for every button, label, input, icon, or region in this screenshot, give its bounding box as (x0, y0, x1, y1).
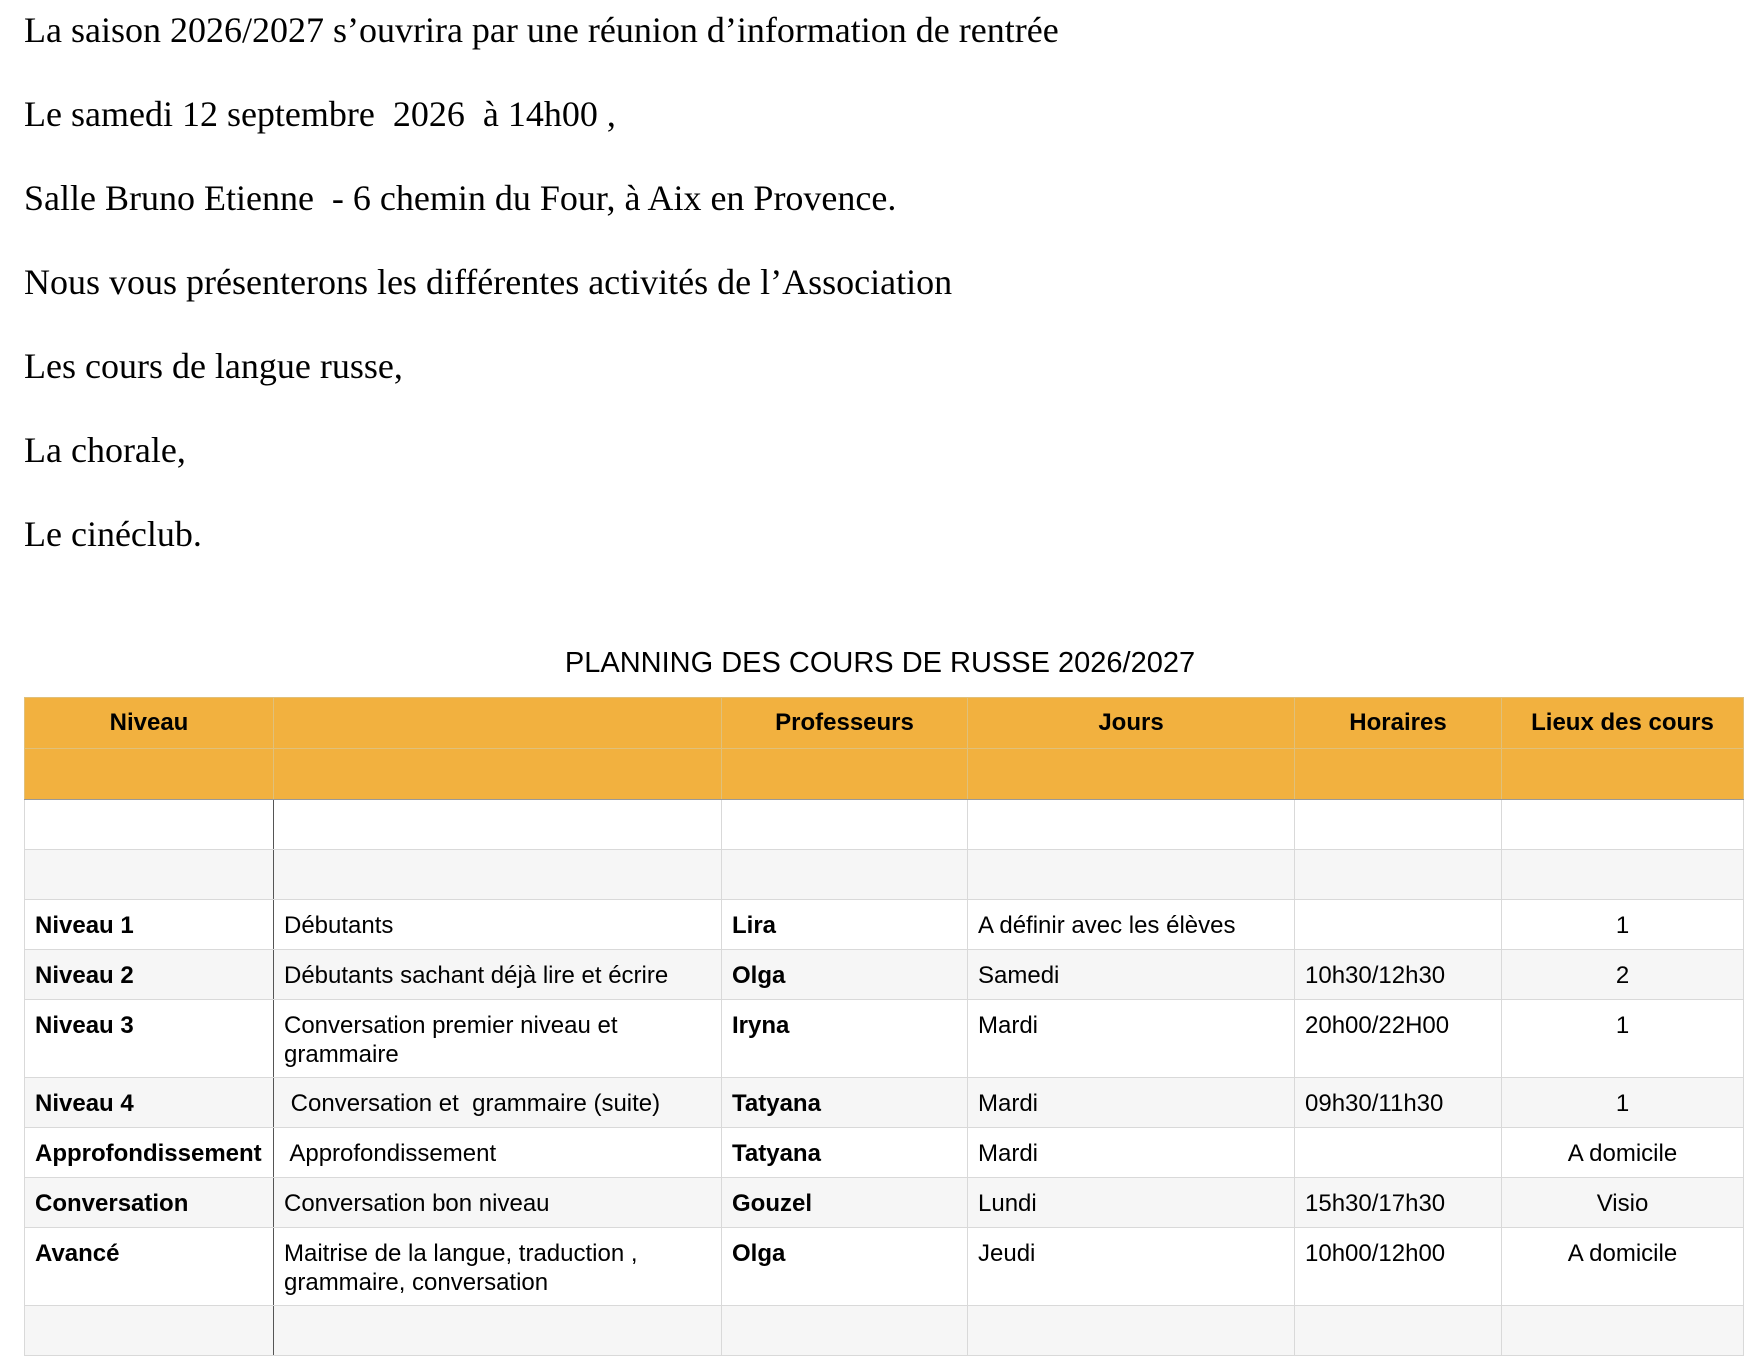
cell-day: Samedi (968, 950, 1295, 1000)
header-professeurs: Professeurs (722, 698, 968, 749)
table-blank-row (25, 1306, 1744, 1356)
cell-day: Mardi (968, 1078, 1295, 1128)
planning-title: PLANNING DES COURS DE RUSSE 2026/2027 (564, 647, 1196, 679)
header-horaires: Horaires (1295, 698, 1502, 749)
table-row (25, 1000, 1744, 1078)
cell-level: Avancé (25, 1228, 274, 1306)
cell-description: Conversation premier niveau et grammaire (274, 1000, 722, 1078)
intro-line-activities: Nous vous présenterons les différentes activités de l’Association (24, 262, 953, 302)
cell-place: A domicile (1502, 1228, 1744, 1306)
cell-place: 1 (1502, 1000, 1744, 1078)
cell-day: Mardi (968, 1128, 1295, 1178)
cell-description: Conversation et grammaire (suite) (274, 1078, 722, 1128)
table-blank-row (25, 850, 1744, 900)
table-row (25, 1128, 1744, 1178)
cell-place: 1 (1502, 1078, 1744, 1128)
cell-hours: 10h00/12h00 (1295, 1228, 1502, 1306)
cell-place: Visio (1502, 1178, 1744, 1228)
cell-hours: 09h30/11h30 (1295, 1078, 1502, 1128)
table-header-subrow (25, 749, 1744, 800)
cell-hours (1295, 1128, 1502, 1178)
cell-level: Conversation (25, 1178, 274, 1228)
cell-teacher: Tatyana (722, 1078, 968, 1128)
cell-teacher: Iryna (722, 1000, 968, 1078)
cell-description: Maitrise de la langue, traduction , grammaire, conversation (274, 1228, 722, 1306)
cell-day: A définir avec les élèves (968, 900, 1295, 950)
table-row (25, 950, 1744, 1000)
cell-day: Mardi (968, 1000, 1295, 1078)
intro-line-season: La saison 2026/2027 s’ouvrira par une réunion d’information de rentrée (24, 10, 1059, 50)
cell-teacher: Tatyana (722, 1128, 968, 1178)
header-jours: Jours (968, 698, 1295, 749)
header-niveau: Niveau (25, 698, 274, 749)
cell-teacher: Olga (722, 950, 968, 1000)
intro-line-choir: La chorale, (24, 430, 186, 470)
cell-description: Conversation bon niveau (274, 1178, 722, 1228)
cell-hours: 15h30/17h30 (1295, 1178, 1502, 1228)
cell-teacher: Lira (722, 900, 968, 950)
intro-line-cineclub: Le cinéclub. (24, 514, 202, 554)
cell-place: 2 (1502, 950, 1744, 1000)
cell-place: A domicile (1502, 1128, 1744, 1178)
table-blank-row (25, 800, 1744, 850)
cell-level: Niveau 4 (25, 1078, 274, 1128)
cell-level: Niveau 1 (25, 900, 274, 950)
intro-line-date: Le samedi 12 septembre 2026 à 14h00 , (24, 94, 616, 134)
cell-place: 1 (1502, 900, 1744, 950)
table-row (25, 900, 1744, 950)
intro-line-venue: Salle Bruno Etienne - 6 chemin du Four, à Aix en Provence. (24, 178, 897, 218)
cell-level: Approfondissement (25, 1128, 274, 1178)
cell-level: Niveau 2 (25, 950, 274, 1000)
planning-table (24, 697, 1744, 1356)
table-row (25, 1078, 1744, 1128)
cell-hours: 10h30/12h30 (1295, 950, 1502, 1000)
cell-day: Lundi (968, 1178, 1295, 1228)
cell-description: Approfondissement (274, 1128, 722, 1178)
table-header-row (25, 698, 1744, 749)
header-description (274, 698, 722, 749)
table-row (25, 1178, 1744, 1228)
cell-teacher: Gouzel (722, 1178, 968, 1228)
table-row (25, 1228, 1744, 1306)
cell-hours (1295, 900, 1502, 950)
header-lieux: Lieux des cours (1502, 698, 1744, 749)
cell-level: Niveau 3 (25, 1000, 274, 1078)
cell-teacher: Olga (722, 1228, 968, 1306)
cell-description: Débutants sachant déjà lire et écrire (274, 950, 722, 1000)
cell-description: Débutants (274, 900, 722, 950)
cell-day: Jeudi (968, 1228, 1295, 1306)
cell-hours: 20h00/22H00 (1295, 1000, 1502, 1078)
intro-line-courses: Les cours de langue russe, (24, 346, 403, 386)
